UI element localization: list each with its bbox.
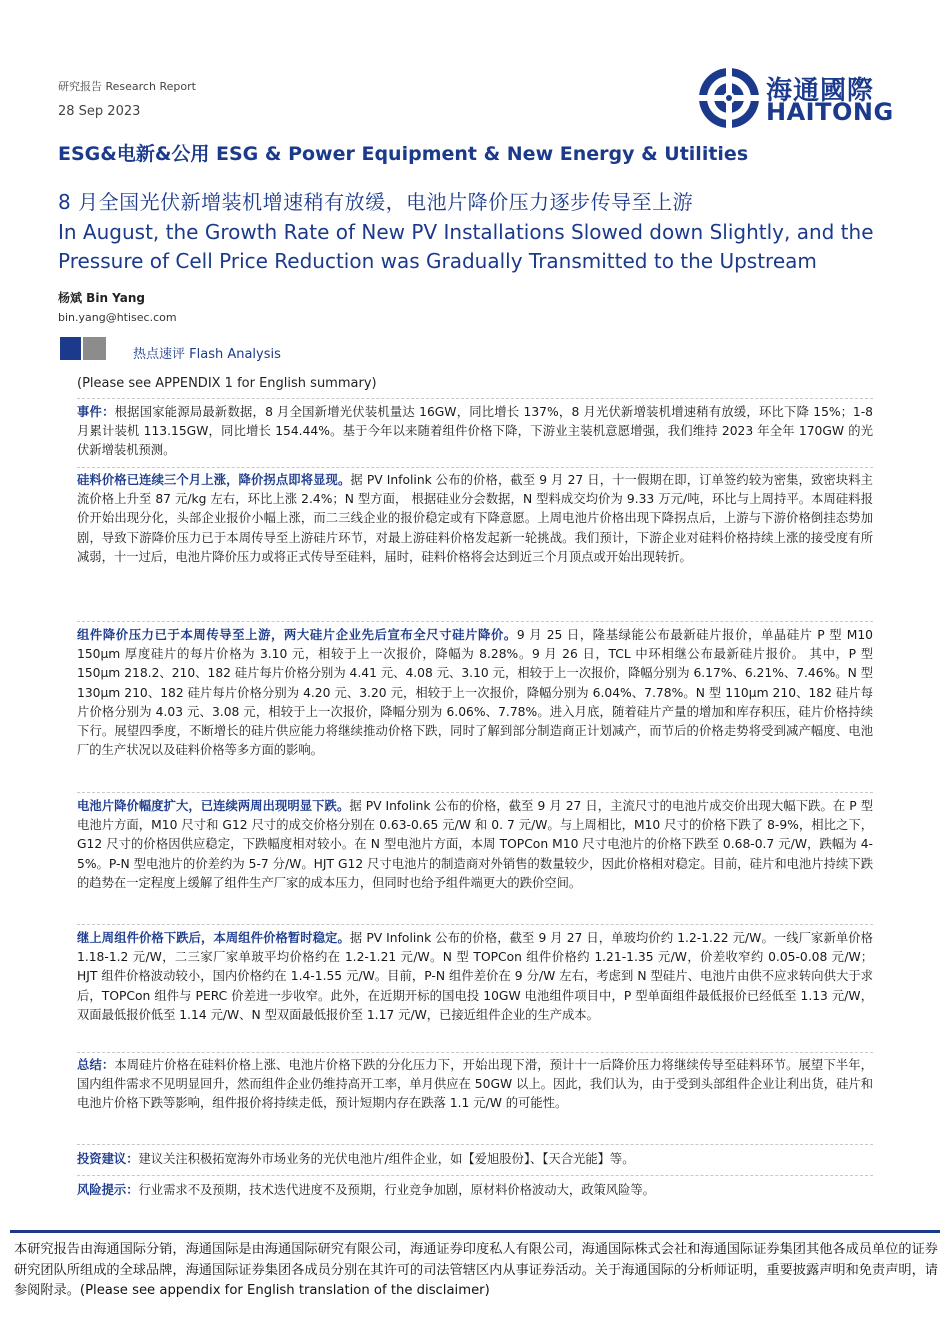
section-body: 建议关注积极拓宽海外市场业务的光伏电池片/组件企业，如【爱旭股份】、【天合光能】等。 xyxy=(138,1152,635,1166)
haitong-logo-icon xyxy=(697,66,761,130)
footer-rule xyxy=(10,1230,940,1233)
section-divider xyxy=(77,398,873,399)
section-heading: 电池片降价幅度扩大，已连续两周出现明显下跌。 xyxy=(77,799,350,813)
report-type: 研究报告 Research Report xyxy=(58,80,196,93)
logo-cn: 海通國際 xyxy=(766,76,875,106)
disclaimer: 本研究报告由海通国际分销，海通国际是由海通国际研究有限公司，海通证券印度私人有限公司，海通国际株式会社和海通国际证券集团其他各成员单位的证券研究团队所组成的全球品牌，海通国际证券集团各成员分别在其许可的司法管辖区内从事证券活动。关于海通国际的分析师证明，重要披露声明和免责声明，请参阅附录。(Please see appendix for English translation of the disclaimer) xyxy=(14,1242,938,1298)
section-divider xyxy=(77,792,873,793)
sector-title: ESG&电新&公用 ESG & Power Equipment & New Energy & Utilities xyxy=(58,143,749,165)
section-divider xyxy=(77,621,873,622)
section-heading: 投资建议： xyxy=(77,1152,139,1166)
section-divider xyxy=(77,924,873,925)
title-en: In August, the Growth Rate of New PV Installations Slowed down Slightly, and the Pressure of Cell Price Reduction was Gradually Transmitted to the Upstream xyxy=(58,220,874,273)
section-wafer xyxy=(77,626,873,760)
section-cell xyxy=(77,797,873,893)
author-email[interactable]: bin.yang@htisec.com xyxy=(58,311,177,324)
section-risk xyxy=(77,1181,873,1200)
title-cn: 8 月全国光伏新增装机增速稍有放缓，电池片降价压力逐步传导至上游 xyxy=(58,190,694,214)
section-body: 据 PV Infolink 公布的价格，截至 9 月 27 日，十一假期在即，订单签约较为密集，致密块料主流价格上升至 87 元/kg 左右，环比上涨 2.4%；N 型方面， 根据硅业分会数据，N 型料成交均价为 9.33 万元/吨，环比与上周持平。本周硅料报价开始出现分化，头部企业报价小幅上涨，而二三线企业的报价稳定或有下降意愿。上周电池片价格出现下降拐点后，上游与下游价格倒挂态势加剧，导致下游降价压力已于本周传导至上游硅片环节，对最上游硅料价格发起新一轮挑战。我们预计，下游企业对硅料价格持续上涨的接受度有所减弱，十一过后，电池片降价压力或将正式传导至硅料，届时，硅料价格将会达到近三个月顶点或开始出现转折。 xyxy=(77,473,873,564)
section-divider xyxy=(77,467,873,468)
section-body: 根据国家能源局最新数据，8 月全国新增光伏装机量达 16GW，同比增长 137%，8 月光伏新增装机增速稍有放缓，环比下降 15%；1-8 月累计装机 113.15GW，同比增长 154.44%。基于今年以来随着组件价格下降，下游业主装机意愿增强，我们维持 2023 年全年 170GW 的光伏新增装机预测。 xyxy=(77,405,873,458)
section-body: 行业需求不及预期，技术迭代进度不及预期，行业竞争加剧，原材料价格波动大，政策风险等。 xyxy=(138,1183,655,1197)
section-heading: 组件降价压力已于本周传导至上游，两大硅片企业先后宣布全尺寸硅片降价。 xyxy=(77,628,517,642)
section-heading: 风险提示： xyxy=(77,1183,139,1197)
section-heading: 继上周组件价格下跌后，本周组件价格暂时稳定。 xyxy=(77,931,350,945)
report-date: 28 Sep 2023 xyxy=(58,104,141,119)
section-event xyxy=(77,403,873,461)
section-body: 据 PV Infolink 公布的价格，截至 9 月 27 日，主流尺寸的电池片成交价出现大幅下跌。在 P 型电池片方面，M10 尺寸和 G12 尺寸的成交价格分别在 0.63-0.65 元/W 和 0. 7 元/W。与上周相比，M10 尺寸的价格下跌了 8-9%，相比之下，G12 尺寸的价格因供应稳定，下跌幅度相对较小。在 N 型电池片方面，本周 TOPCon M10 尺寸电池片的价格下跌至 0.68-0.7 元/W，跌幅为 4-5%。P-N 型电池片的价差约为 5-7 分/W。HJT G12 尺寸电池片的制造商对外销售的数量较少，因此价格相对稳定。目前，硅片和电池片持续下跌的趋势在一定程度上缓解了组件生产厂家的成本压力，但同时也给予组件端更大的跌价空间。 xyxy=(77,799,873,890)
section-heading: 总结： xyxy=(77,1058,115,1072)
logo-en: HAITONG xyxy=(766,98,894,126)
section-module xyxy=(77,929,873,1025)
section-divider xyxy=(77,1052,873,1053)
section-body: 据 PV Infolink 公布的价格，截至 9 月 27 日，单玻均价约 1.2-1.22 元/W。一线厂家新单价格 1.18-1.2 元/W，二三家厂家单玻平均价格约在 1.2-1.21 元/W。N 型 TOPCon 组件价格约 1.21-1.35 元/W，价差收窄约 0.05-0.08 元/W；HJT 组件价格波动较小，国内价格约在 1.4-1.55 元/W。目前，P-N 组件差价在 9 分/W 左右，考虑到 N 型硅片、电池片由供不应求转向供大于求后，TOPCon 组件与 PERC 价差进一步收窄。此外，在近期开标的国电投 10GW 电池组件项目中，P 型单面组件最低报价已经低至 1.13 元/W，双面最低报价低至 1.14 元/W、N 型双面最低报价至 1.17 元/W，已接近组件企业的生产成本。 xyxy=(77,931,873,1022)
section-heading: 事件： xyxy=(77,405,115,419)
section-body: 9 月 25 日，隆基绿能公布最新硅片报价，单晶硅片 P 型 M10 150μm 厚度硅片的每片价格为 3.10 元，相较于上一次报价，降幅为 8.28%。9 月 26 日，TCL 中环相继公布最新硅片报价。 其中，P 型 150μm 218.2、210、182 硅片每片价格分别为 4.41 元、4.08 元、3.10 元，相较于上一次报价，降幅分别为 6.17%、6.21%、7.46%。N 型 130μm 210、182 硅片每片价格分别为 4.20 元、3.20 元，相较于上一次报价，降幅分别为 6.04%、7.78%。N 型 110μm 210、182 硅片每片价格分别为 4.03 元、3.08 元，相较于上一次报价，降幅分别为 6.06%、7.78%。进入月底，随着硅片产量的增加和库存积压，硅片价格持续下行。展望四季度，不断增长的硅片供应能力将继续推动价格下跌，同时了解到部分制造商正计划减产，而节后的价格走势将受到减产幅度、电池厂的生产状况以及硅料价格等多方面的影响。 xyxy=(77,628,874,758)
section-heading: 硅料价格已连续三个月上涨，降价拐点即将显现。 xyxy=(77,473,351,487)
section-investment xyxy=(77,1150,873,1169)
english-summary-note: (Please see APPENDIX 1 for English summary) xyxy=(77,376,377,391)
flash-marker-blue xyxy=(60,337,81,360)
section-body: 本周硅片价格在硅料价格上涨、电池片价格下跌的分化压力下，开始出现下滑，预计十一后降价压力将继续传导至硅料环节。展望下半年，国内组件需求不见明显回升，然而组件企业仍维持高开工率，单月供应在 50GW 以上。因此，我们认为，由于受到头部组件企业让利出货，硅片和电池片价格下跌等影响，组件报价将持续走低，预计短期内存在跌落 1.1 元/W 的可能性。 xyxy=(77,1058,873,1111)
section-summary xyxy=(77,1056,873,1114)
flash-marker-gray xyxy=(83,337,106,360)
section-polysilicon xyxy=(77,471,873,567)
section-divider xyxy=(77,1144,873,1145)
section-divider xyxy=(77,1175,873,1176)
author-name: 杨斌 Bin Yang xyxy=(58,291,145,305)
flash-analysis-label: 热点速评 Flash Analysis xyxy=(133,347,281,362)
